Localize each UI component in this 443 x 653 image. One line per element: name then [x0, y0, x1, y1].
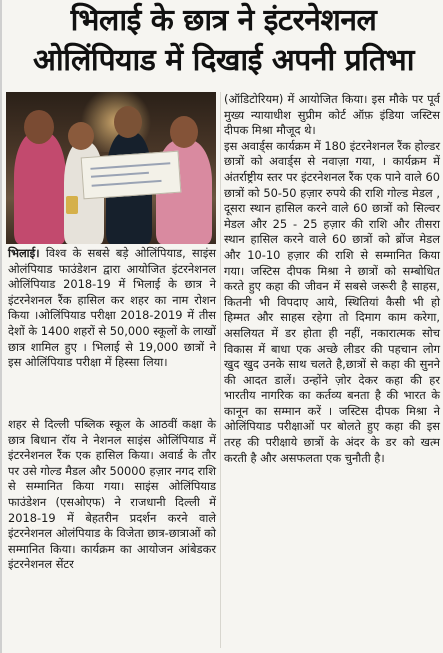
article-column-left-top [8, 246, 216, 371]
person-head [170, 116, 198, 148]
column-divider [220, 92, 221, 648]
trophy-icon [66, 196, 78, 214]
person-head [68, 122, 94, 150]
headline-line-2: ओलिंपियाड में दिखाई अपनी प्रतिभा [33, 43, 414, 78]
person-head [24, 110, 54, 144]
person-figure [14, 132, 66, 244]
award-ceremony-photo [6, 92, 216, 244]
article-paragraph-1 [8, 246, 216, 371]
article-paragraph-3: (ऑडिटोरियम) में आयोजित किया। इस मौके पर पूर्व मुख्य न्यायाधीश सुप्रीम कोर्ट ऑफ़ इंडिया जस्टिस दीपक मिश्रा मौजूद थे। [224, 92, 440, 138]
article-column-right [224, 92, 440, 466]
prize-cheque [81, 151, 182, 200]
article-paragraph-2: शहर से दिल्ली पब्लिक स्कूल के आठवीं कक्षा के छात्र बिधान रॉय ने नेशनल साइंस ओलिंपियाड में इंटरनेशनल रैंक एक हासिल किया। अवार्ड के तौर पर उसे गोल्ड मैडल और 50000 हज़ार नगद राशि से सम्मानित किया गया। साइंस ओलिंपियाड फाउंडेशन (एसओएफ) ने राजधानी दिल्ली में 2018-19 में बेहतरीन प्रदर्शन करने वाले इंटरनेशनल ओलंपियाड के विजेता छात्र-छात्राओं को सम्मानित किया। कार्यक्रम का आयोजन आंबेडकर इंटरनेशनल सेंटर [8, 417, 216, 572]
person-head [114, 106, 142, 138]
article-paragraph-4: इस अवार्ड्स कार्यक्रम में 180 इंटरनेशनल रैंक होल्डर छात्रों को अवार्ड्स से नवाज़ा गया, । कार्यक्रम में अंतर्राष्ट्रीय स्तर पर इंटरनेशनल रैंक एक पाने वाले 60 छात्रों को 50-50 हज़ार रुपये की राशि गोल्ड मेडल , दूसरा स्थान हासिल करने वाले 60 छात्रों को सिल्वर मेडल और 25 - 25 हज़ार की राशि और तीसरा स्थान हासिल करने वाले 60 छात्रों को ब्रोंज मेडल और 10-10 हज़ार की राशि से सम्मानित किया गया। जस्टिस दीपक मिश्रा ने छात्रों को सम्बोधित करते हुए कहा की जीवन में सबसे जरूरी है साहस, कितनी भी विपदाए आये, स्थितियां कैसी भी हो हिम्मत और साहस रहेगा तो दिमाग काम करेगा, असलियत में डर होता ही नहीं, नकारात्मक सोच विकास में बाधा एक अच्छे लीडर की पहचान लोग खुद खुद उनके साथ चलते है,छात्रों से कहा की सुनने की आदत डालें। उन्होंने ज़ोर देकर कहा की हर भारतीय नागरिक का कर्तव्य बनता है की भारत के कानून का सम्मान करें । जस्टिस दीपक मिश्रा ने ओलिंपियाड परीक्षाओं पर बोलते हुए कहा की इस तरह की परीक्षाये छात्रों के अंदर के डर को खत्म करती है और असफलता एक चुनौती है। [224, 138, 440, 465]
dateline: भिलाई। [8, 246, 40, 260]
paragraph-1-text: विश्व के सबसे बड़े ओलिंपियाड, साइंस ओलंपियाड फाउंडेशन द्वारा आयोजित इंटरनेशनल ओलिंपियाड 2018-19 में भिलाई के छात्र ने इंटरनेशनल रैंक हासिल कर शहर का नाम रोशन किया ।ओलिंपियाड परीक्षा 2018-2019 में तीस देशों के 1400 शहरों से 50,000 स्कूलों के लाखों छात्र शामिल हुए । भिलाई से 19,000 छात्रों ने इस ओलिंपियाड परीक्षा में हिस्सा लिया। [8, 246, 216, 370]
headline-line-1: भिलाई के छात्र ने इंटरनेशनल [70, 3, 377, 38]
article-column-left-bottom [8, 417, 216, 573]
